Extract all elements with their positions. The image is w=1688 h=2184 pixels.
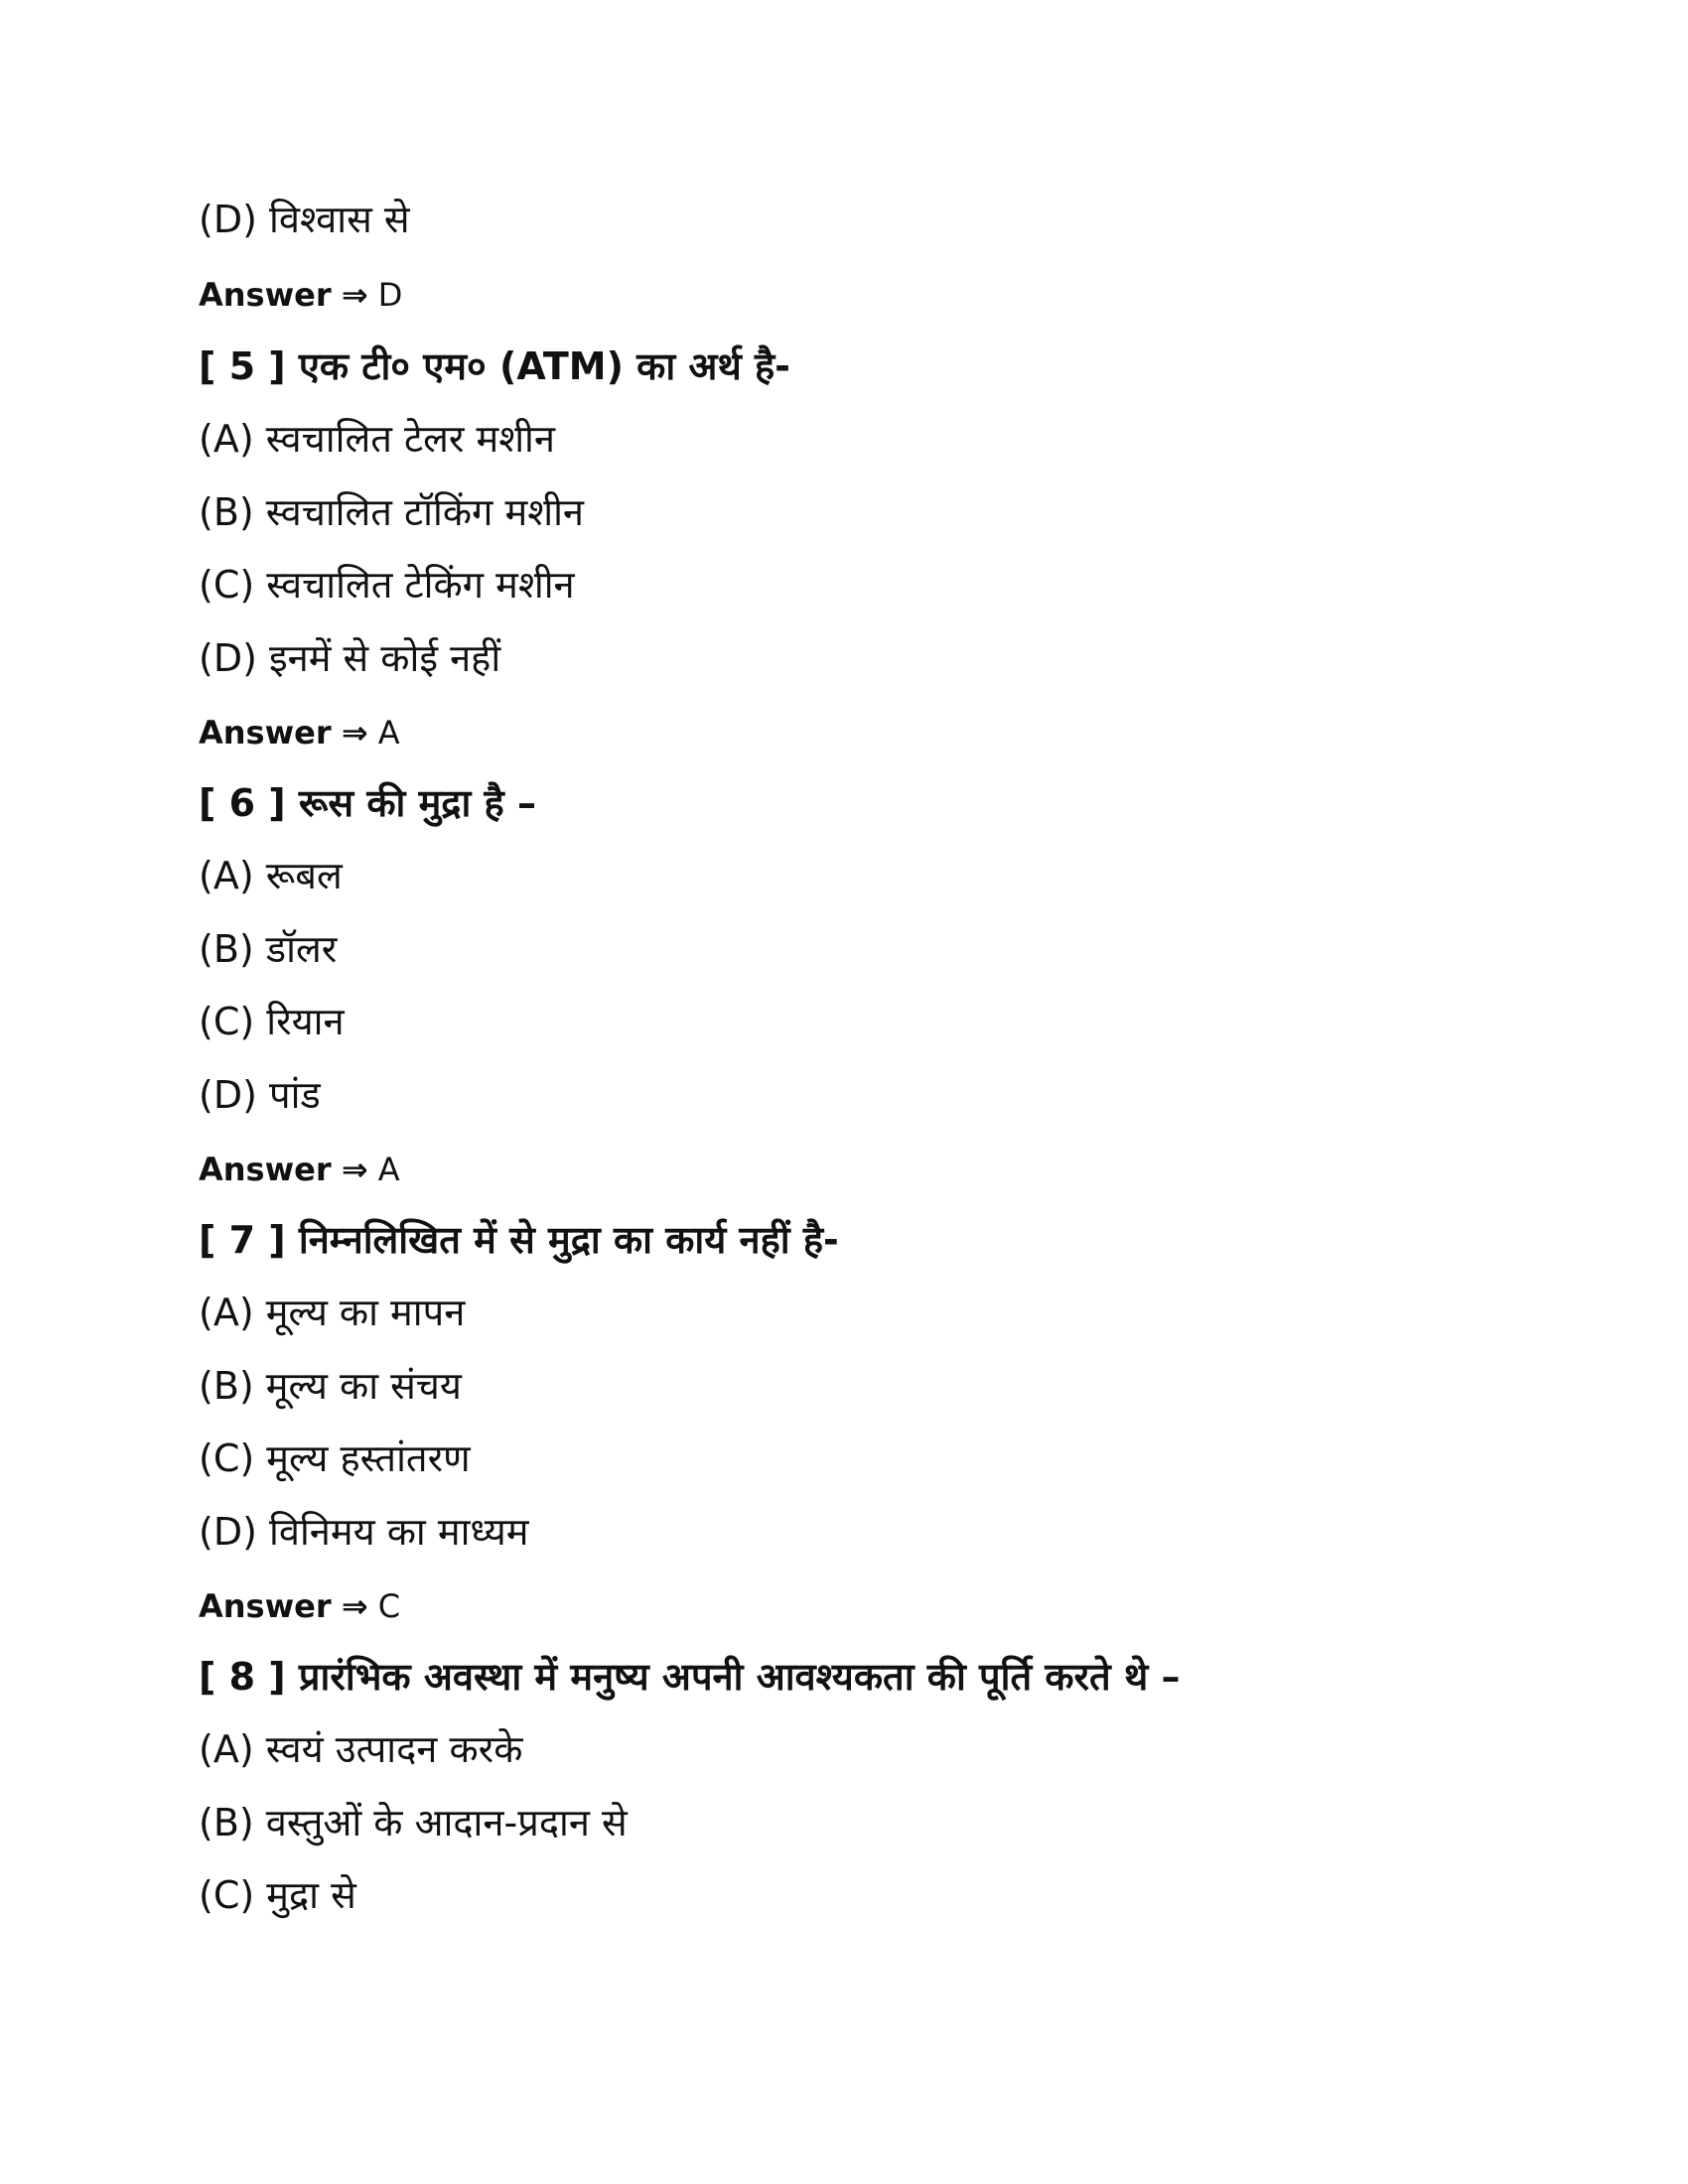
q7-option-c: (C) मूल्य हस्तांतरण: [199, 1436, 471, 1480]
question-5: [199, 344, 790, 388]
question-text: निम्नलिखित में से मुद्रा का कार्य नहीं है-: [298, 1218, 839, 1262]
question-number: [ 8 ]: [199, 1655, 286, 1699]
q7-option-d: (D) विनिमय का माध्यम: [199, 1510, 529, 1554]
q5-option-a: (A) स्वचालित टेलर मशीन: [199, 417, 555, 461]
answer-value: D: [377, 276, 403, 314]
question-6: [199, 781, 536, 825]
question-text: रूस की मुद्रा है –: [298, 781, 536, 825]
question-number: [ 7 ]: [199, 1218, 286, 1262]
answer-value: C: [377, 1587, 401, 1625]
answer-label: Answer: [199, 1151, 332, 1188]
option-d-prev: (D) विश्वास से: [199, 198, 410, 241]
answer-arrow-icon: ⇒: [341, 1151, 368, 1188]
answer-arrow-icon: ⇒: [341, 276, 368, 314]
q7-option-a: (A) मूल्य का मापन: [199, 1291, 466, 1334]
q8-option-c: (C) मुद्रा से: [199, 1873, 356, 1917]
q6-option-b: (B) डॉलर: [199, 927, 338, 971]
question-7: [199, 1218, 839, 1262]
answer-line-prev: [199, 276, 403, 314]
q6-option-d: (D) पांड: [199, 1073, 321, 1117]
q5-option-b: (B) स्वचालित टॉकिंग मशीन: [199, 490, 585, 534]
answer-arrow-icon: ⇒: [341, 1587, 368, 1625]
q6-answer-line: [199, 1151, 400, 1188]
question-8: [199, 1655, 1181, 1699]
q7-option-b: (B) मूल्य का संचय: [199, 1364, 462, 1408]
q6-option-c: (C) रियान: [199, 1000, 345, 1043]
answer-label: Answer: [199, 276, 332, 314]
answer-label: Answer: [199, 1587, 332, 1625]
answer-value: A: [377, 714, 400, 751]
question-text: एक टी० एम० (ATM) का अर्थ है-: [298, 344, 790, 388]
question-text: प्रारंभिक अवस्था में मनुष्य अपनी आवश्यकता की पूर्ति करते थे –: [298, 1655, 1181, 1699]
answer-label: Answer: [199, 714, 332, 751]
q5-option-d: (D) इनमें से कोई नहीं: [199, 636, 501, 680]
question-number: [ 6 ]: [199, 781, 286, 825]
answer-arrow-icon: ⇒: [341, 714, 368, 751]
q6-option-a: (A) रूबल: [199, 854, 343, 897]
q5-answer-line: [199, 714, 400, 751]
question-number: [ 5 ]: [199, 344, 286, 388]
answer-value: A: [377, 1151, 400, 1188]
q7-answer-line: [199, 1587, 401, 1625]
q5-option-c: (C) स्वचालित टेकिंग मशीन: [199, 563, 575, 607]
q8-option-b: (B) वस्तुओं के आदान-प्रदान से: [199, 1801, 628, 1844]
q8-option-a: (A) स्वयं उत्पादन करके: [199, 1727, 523, 1771]
